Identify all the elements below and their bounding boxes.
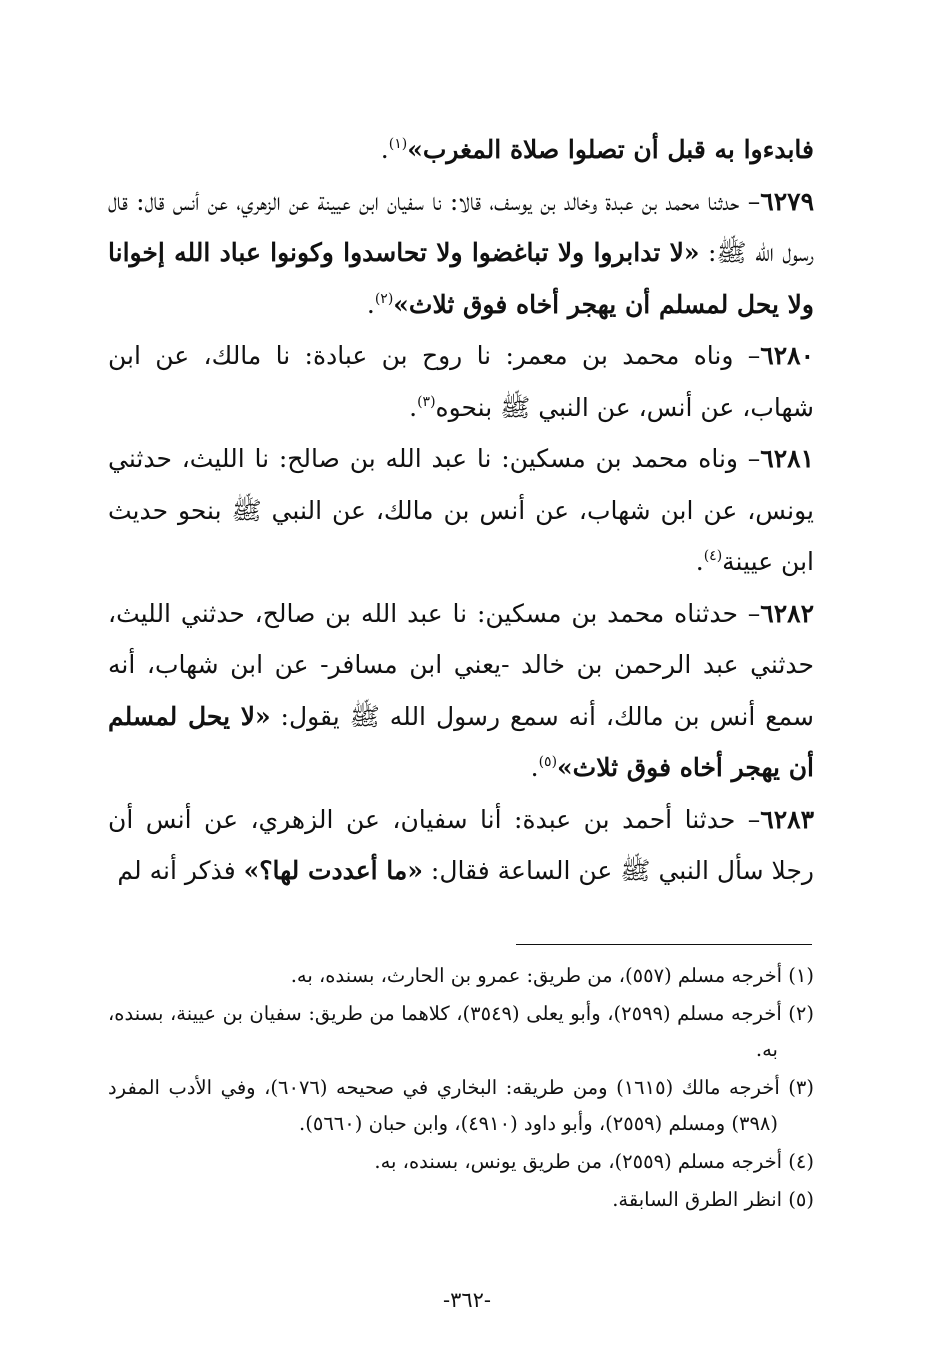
text-segment: . xyxy=(530,753,539,782)
footnote: (٣) أخرجه مالك (١٦١٥) ومن طريقه: البخاري في صحيحه (٦٠٧٦)، وفي الأدب المفرد (٣٩٨) ومسلم (٢٥٥٩)، وأبو داود (٤٩١٠)، وابن حبان (٥٦٦٠). xyxy=(108,1076,814,1135)
hadith-number: ٦٢٨١ xyxy=(760,444,814,473)
hadith-number: ٦٢٨٣ xyxy=(760,804,814,834)
footnotes xyxy=(108,958,814,1220)
footnote: (٥) انظر الطرق السابقة. xyxy=(612,1188,814,1211)
footnote: (٤) أخرجه مسلم (٢٥٥٩)، من طريق يونس، بسنده، به. xyxy=(374,1150,814,1173)
hadith-number: ٦٢٧٩ xyxy=(760,186,814,216)
main-text xyxy=(108,124,814,897)
footnote-marker: (١) xyxy=(388,136,408,152)
footnote-separator xyxy=(516,944,812,945)
footnote-marker: (٥) xyxy=(538,754,558,770)
page-number: -٣٦٢- xyxy=(442,1288,492,1312)
text-segment: فذكر أنه لم xyxy=(117,856,244,885)
hadith-paragraph xyxy=(108,794,814,897)
text-segment: – حدثناه محمد بن مسكين: نا عبد الله بن صالح، حدثني الليث، حدثني عبد الرحمن بن خالد -يعني ابن مسافر- عن ابن شهاب، أنه سمع أنس بن مالك، أنه سمع رسول الله ﷺ يقول: xyxy=(108,598,814,731)
hadith-number: ٦٢٨٠ xyxy=(760,341,814,370)
text-segment: . xyxy=(366,289,375,319)
hadith-paragraph xyxy=(108,433,814,588)
text-segment: . xyxy=(380,135,389,164)
hadith-quote: «لا يحل لمسلم أن يهجر أخاه فوق ثلاث» xyxy=(108,701,814,782)
text-segment: . xyxy=(695,547,704,576)
text-segment: – حدثنا محمد بن عبدة وخالد بن يوسف، قالا: نا سفيان ابن عيينة عن الزهري، عن أنس قال: قال رسول الله ﷺ: xyxy=(108,186,814,267)
footnote-marker: (٤) xyxy=(703,548,723,564)
footnote-marker: (٣) xyxy=(417,393,436,410)
footnote-marker: (٢) xyxy=(374,290,394,307)
hadith-paragraph xyxy=(108,124,814,176)
hadith-paragraph xyxy=(108,588,814,794)
text-segment: – حدثنا أحمد بن عبدة: أنا سفيان، عن الزهري، عن أنس أن رجلا سأل النبي ﷺ عن الساعة فقال: xyxy=(108,804,814,885)
hadith-quote: «ما أعددت لها؟» xyxy=(243,856,423,885)
hadith-quote: «لا تدابروا ولا تباغضوا ولا تحاسدوا وكونوا عباد الله إخوانا ولا يحل لمسلم أن يهجر أخاه فوق ثلاث» xyxy=(108,238,814,319)
footnote: (٢) أخرجه مسلم (٢٥٩٩)، وأبو يعلى (٣٥٤٩)، كلاهما من طريق: سفيان بن عيينة، بسنده، به. xyxy=(108,1002,815,1061)
text-segment: . xyxy=(409,392,418,422)
text-segment: – وناه محمد بن معمر: نا روح بن عبادة: نا مالك، عن ابن شهاب، عن أنس، عن النبي ﷺ بنحوه xyxy=(108,341,814,422)
hadith-paragraph xyxy=(108,330,814,433)
hadith-paragraph xyxy=(108,176,814,331)
hadith-quote: فابدءوا به قبل أن تصلوا صلاة المغرب» xyxy=(407,135,814,164)
footnote: (١) أخرجه مسلم (٥٥٧)، من طريق: عمرو بن الحارث، بسنده، به. xyxy=(290,964,814,987)
text-segment: – وناه محمد بن مسكين: نا عبد الله بن صالح: نا الليث، حدثني يونس، عن ابن شهاب، عن أنس بن مالك، عن النبي ﷺ بنحو حديث ابن عيينة xyxy=(108,444,814,576)
hadith-number: ٦٢٨٢ xyxy=(760,598,814,628)
